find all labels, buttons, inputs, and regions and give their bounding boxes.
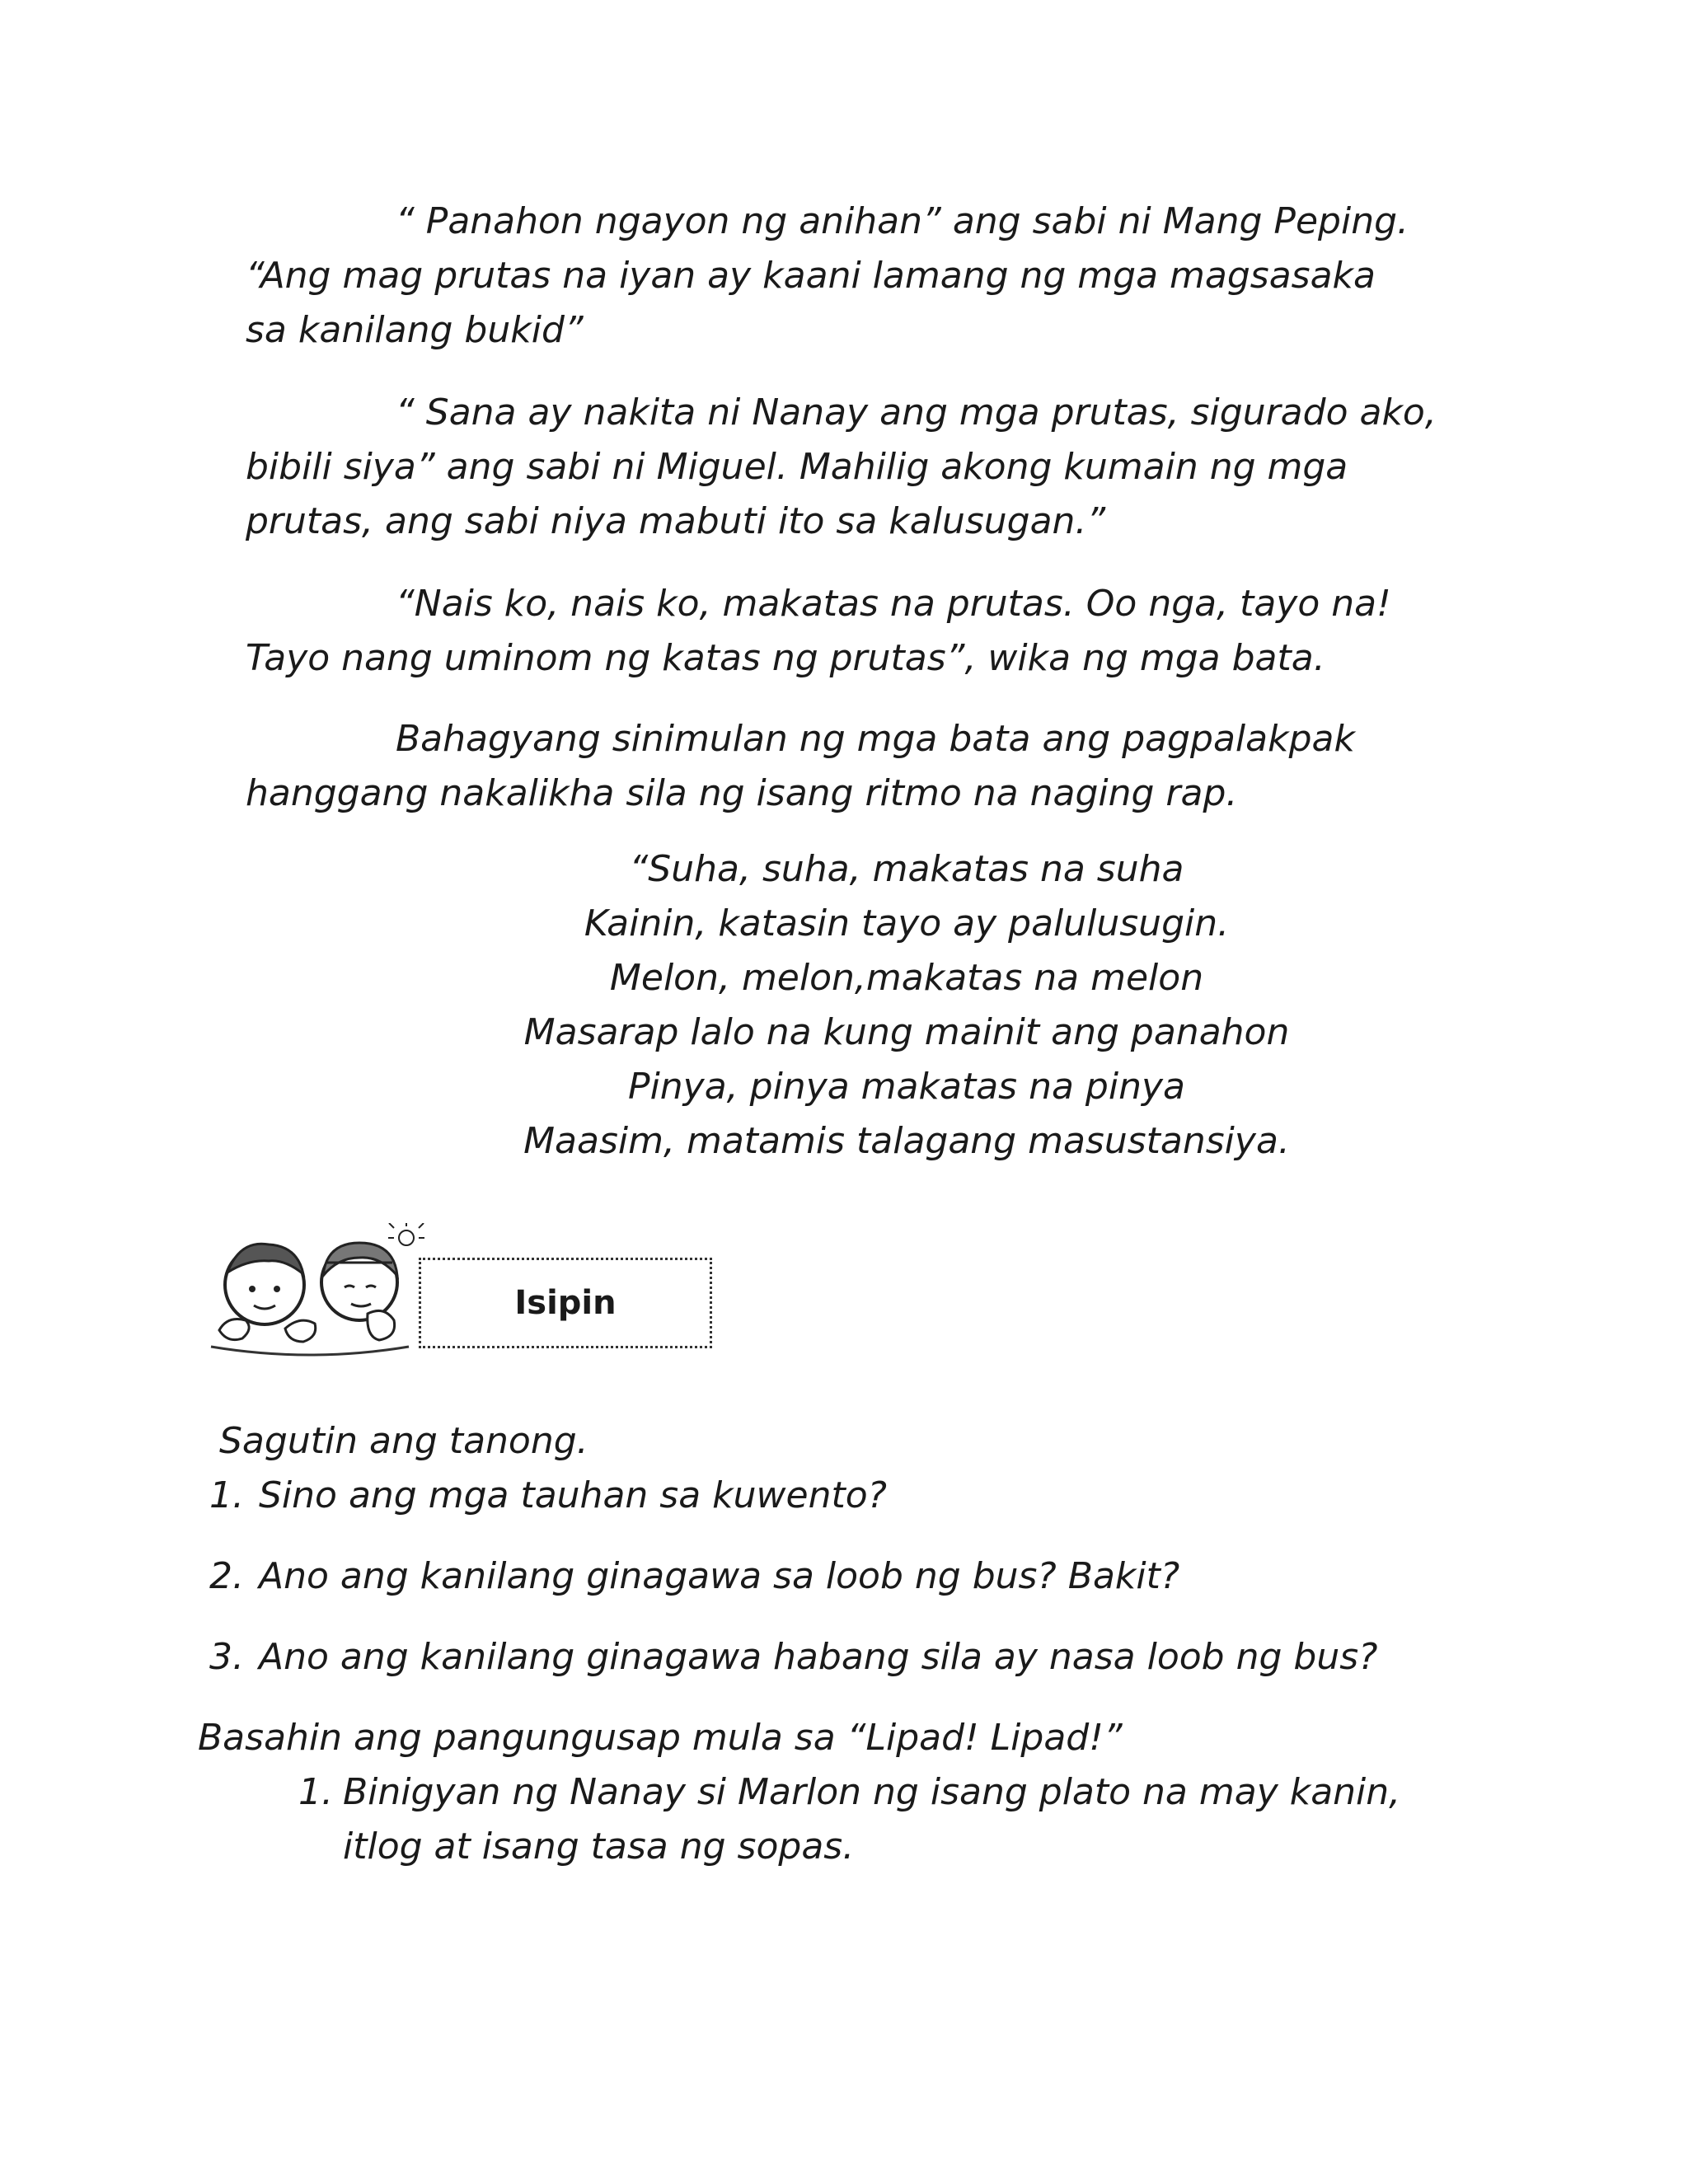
question-number: 1. xyxy=(209,1474,244,1516)
paragraph-line: sa kanilang bukid” xyxy=(246,309,584,351)
paragraph-line: “Nais ko, nais ko, makatas na prutas. Oo nga, tayo na! xyxy=(396,583,1391,625)
poem-line: Masarap lalo na kung mainit ang panahon xyxy=(523,1011,1290,1053)
question-text: Sino ang mga tauhan sa kuwento? xyxy=(259,1474,887,1516)
paragraph-line: bibili siya” ang sabi ni Miguel. Mahilig akong kumain ng mga xyxy=(246,446,1348,488)
poem-line: Kainin, katasin tayo ay palulusugin. xyxy=(584,902,1230,944)
question-number: 3. xyxy=(209,1636,244,1678)
question-text: Ano ang kanilang ginagawa sa loob ng bus? Bakit? xyxy=(259,1555,1180,1597)
story-paragraph-4 xyxy=(246,712,1498,821)
thinking-kids-icon xyxy=(203,1223,425,1363)
story-paragraph-1 xyxy=(246,194,1498,358)
poem-line: Melon, melon,makatas na melon xyxy=(609,957,1204,999)
paragraph-line: Tayo nang uminom ng katas ng prutas”, wika ng mga bata. xyxy=(246,637,1325,679)
story-paragraph-2 xyxy=(246,386,1498,549)
section-heading-box xyxy=(419,1258,712,1348)
paragraph-line: “Ang mag prutas na iyan ay kaani lamang ng mga magsasaka xyxy=(246,255,1376,297)
paragraph-line: hanggang nakalikha sila ng isang ritmo na naging rap. xyxy=(246,772,1238,814)
reading-item-line: itlog at isang tasa ng sopas. xyxy=(343,1825,855,1868)
paragraph-line: prutas, ang sabi niya mabuti ito sa kalusugan.” xyxy=(246,500,1106,542)
poem-line: Pinya, pinya makatas na pinya xyxy=(628,1066,1185,1108)
reading-instruction: Basahin ang pangungusap mula sa “Lipad! Lipad!” xyxy=(198,1717,1123,1759)
section-title: Isipin xyxy=(514,1284,617,1322)
poem-line: Maasim, matamis talagang masustansiya. xyxy=(523,1120,1290,1162)
paragraph-line: “ Panahon ngayon ng anihan” ang sabi ni Mang Peping. xyxy=(396,200,1409,242)
question-text: Ano ang kanilang ginagawa habang sila ay nasa loob ng bus? xyxy=(259,1636,1378,1678)
questions-instruction: Sagutin ang tanong. xyxy=(219,1420,588,1462)
reading-item-number: 1. xyxy=(298,1771,333,1813)
question-number: 2. xyxy=(209,1555,244,1597)
poem-line: “Suha, suha, makatas na suha xyxy=(629,848,1184,890)
paragraph-line: Bahagyang sinimulan ng mga bata ang pagpalakpak xyxy=(396,718,1355,760)
reading-item-line: Binigyan ng Nanay si Marlon ng isang plato na may kanin, xyxy=(343,1771,1401,1813)
paragraph-line: “ Sana ay nakita ni Nanay ang mga prutas, sigurado ako, xyxy=(396,391,1437,434)
story-paragraph-3 xyxy=(246,577,1498,686)
rap-poem xyxy=(330,842,1484,1169)
